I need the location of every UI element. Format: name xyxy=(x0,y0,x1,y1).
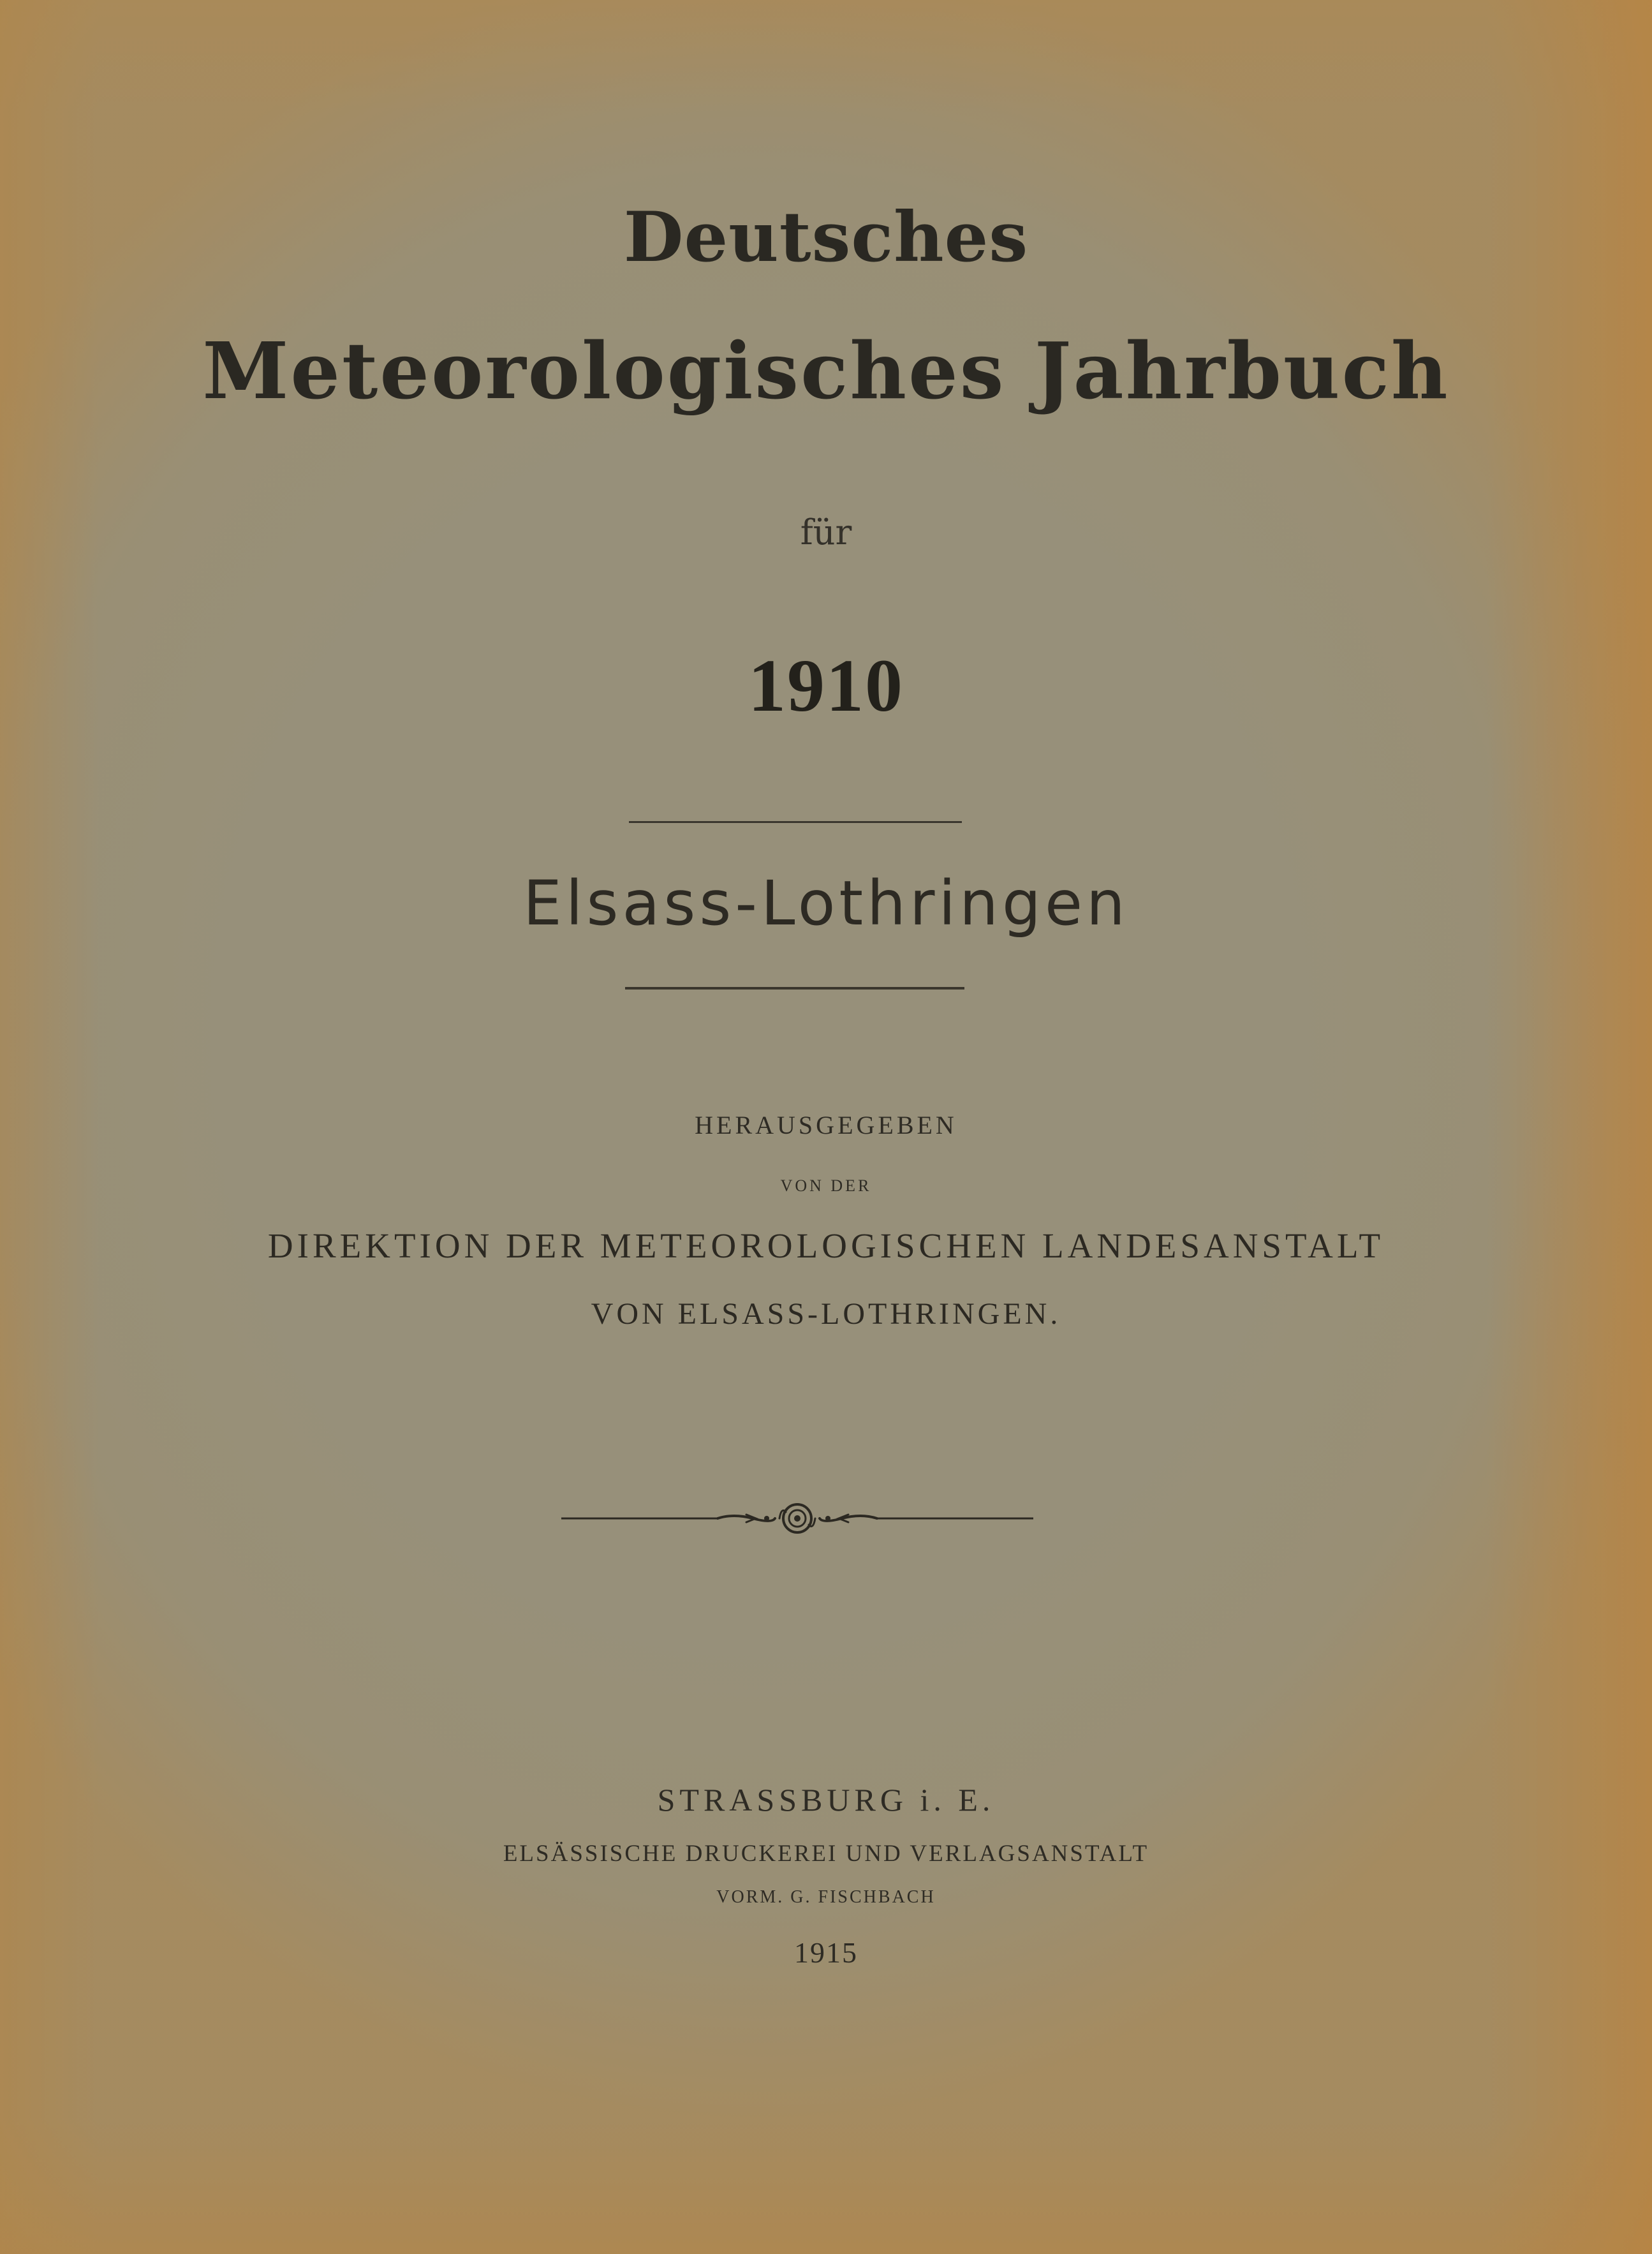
fleuron-ornament-icon xyxy=(561,1493,1033,1544)
title-main: Meteorologisches Jahrbuch xyxy=(202,325,1450,417)
imprint-city: STRASSBURG i. E. xyxy=(657,1782,995,1818)
editor-line-2: VON ELSASS-LOTHRINGEN. xyxy=(591,1297,1061,1331)
imprint-formerly: VORM. G. FISCHBACH xyxy=(716,1887,936,1907)
edited-label: HERAUSGEGEBEN xyxy=(695,1111,957,1139)
imprint-year: 1915 xyxy=(794,1936,858,1969)
divider-rule-bottom xyxy=(625,987,964,990)
title-for: für xyxy=(800,512,852,552)
title-line-deutsches: Deutsches xyxy=(623,197,1029,278)
von-der-label: VON DER xyxy=(780,1176,872,1195)
region-title: Elsass-Lothringen xyxy=(523,868,1129,939)
divider-rule-top xyxy=(629,821,962,823)
imprint-publisher: ELSÄSSISCHE DRUCKEREI UND VERLAGSANSTALT xyxy=(503,1841,1149,1867)
editor-line-1: DIREKTION DER METEOROLOGISCHEN LANDESANSTALT xyxy=(267,1226,1385,1265)
title-year: 1910 xyxy=(748,644,904,727)
